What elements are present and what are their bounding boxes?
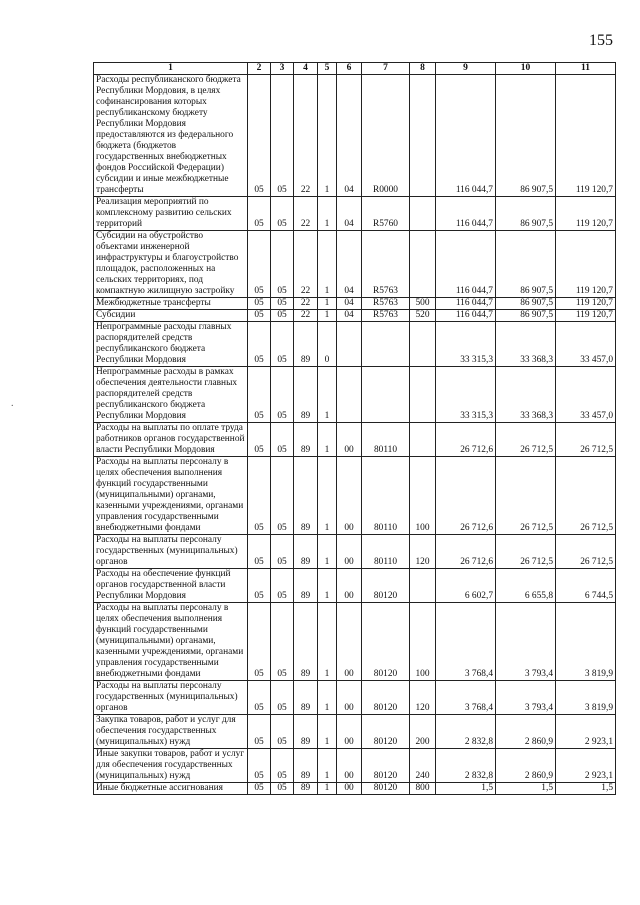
cell-column-11: 2 923,1 bbox=[556, 749, 616, 783]
cell-column-6: 00 bbox=[337, 423, 362, 457]
cell-column-2: 05 bbox=[248, 231, 271, 298]
cell-column-10: 86 907,5 bbox=[496, 197, 556, 231]
cell-column-6: 00 bbox=[337, 569, 362, 603]
row-name-cell: Расходы республиканского бюджета Республики Мордовия, в целях софинансирования которых республиканскому бюджету Республики Мордовия предоставляются из федерального бюджета (бюджетов государственных внебюджетных фондов Российской Федерации) субсидии и иные межбюджетные трансферты bbox=[94, 75, 248, 197]
cell-column-6: 04 bbox=[337, 75, 362, 197]
cell-column-3: 05 bbox=[271, 535, 294, 569]
cell-column-3: 05 bbox=[271, 298, 294, 310]
cell-column-5: 0 bbox=[318, 322, 337, 367]
table-row bbox=[94, 197, 616, 231]
cell-column-10: 6 655,8 bbox=[496, 569, 556, 603]
cell-column-2: 05 bbox=[248, 322, 271, 367]
cell-column-4: 89 bbox=[294, 535, 318, 569]
cell-column-11: 33 457,0 bbox=[556, 367, 616, 423]
cell-column-11: 6 744,5 bbox=[556, 569, 616, 603]
cell-column-6: 00 bbox=[337, 783, 362, 795]
margin-mark: . bbox=[11, 398, 14, 409]
cell-column-10: 86 907,5 bbox=[496, 231, 556, 298]
column-header: 3 bbox=[271, 63, 294, 75]
cell-column-6: 00 bbox=[337, 457, 362, 535]
table-row bbox=[94, 75, 616, 197]
table-row bbox=[94, 322, 616, 367]
cell-column-3: 05 bbox=[271, 197, 294, 231]
cell-column-11: 3 819,9 bbox=[556, 603, 616, 681]
cell-column-10: 33 368,3 bbox=[496, 322, 556, 367]
cell-column-10: 2 860,9 bbox=[496, 715, 556, 749]
cell-column-10: 3 793,4 bbox=[496, 681, 556, 715]
column-header: 9 bbox=[436, 63, 496, 75]
cell-column-4: 89 bbox=[294, 603, 318, 681]
cell-column-11: 119 120,7 bbox=[556, 298, 616, 310]
cell-column-8: 100 bbox=[410, 457, 436, 535]
row-name-cell: Иные бюджетные ассигнования bbox=[94, 783, 248, 795]
row-name-cell: Закупка товаров, работ и услуг для обеспечения государственных (муниципальных) нужд bbox=[94, 715, 248, 749]
cell-column-6: 04 bbox=[337, 231, 362, 298]
cell-column-4: 89 bbox=[294, 569, 318, 603]
cell-column-9: 33 315,3 bbox=[436, 322, 496, 367]
cell-column-8: 520 bbox=[410, 310, 436, 322]
cell-column-5: 1 bbox=[318, 457, 337, 535]
cell-column-5: 1 bbox=[318, 569, 337, 603]
cell-column-7 bbox=[362, 367, 410, 423]
cell-column-3: 05 bbox=[271, 231, 294, 298]
cell-column-3: 05 bbox=[271, 603, 294, 681]
row-name-cell: Расходы на выплаты персоналу государственных (муниципальных) органов bbox=[94, 535, 248, 569]
row-name-cell: Расходы на выплаты персоналу в целях обеспечения выполнения функций государственными (муниципальными) органами, казенными учреждениями, органами управления государственными внебюджетными фондами bbox=[94, 603, 248, 681]
cell-column-8: 100 bbox=[410, 603, 436, 681]
cell-column-11: 26 712,5 bbox=[556, 457, 616, 535]
cell-column-10: 1,5 bbox=[496, 783, 556, 795]
cell-column-6: 04 bbox=[337, 298, 362, 310]
cell-column-2: 05 bbox=[248, 603, 271, 681]
cell-column-2: 05 bbox=[248, 535, 271, 569]
row-name-cell: Межбюджетные трансферты bbox=[94, 298, 248, 310]
row-name-cell: Субсидии bbox=[94, 310, 248, 322]
table-row bbox=[94, 231, 616, 298]
cell-column-5: 1 bbox=[318, 715, 337, 749]
row-name-cell: Расходы на выплаты персоналу государственных (муниципальных) органов bbox=[94, 681, 248, 715]
column-header: 8 bbox=[410, 63, 436, 75]
cell-column-2: 05 bbox=[248, 783, 271, 795]
cell-column-11: 2 923,1 bbox=[556, 715, 616, 749]
cell-column-5: 1 bbox=[318, 681, 337, 715]
cell-column-5: 1 bbox=[318, 603, 337, 681]
cell-column-9: 2 832,8 bbox=[436, 715, 496, 749]
cell-column-5: 1 bbox=[318, 749, 337, 783]
cell-column-9: 33 315,3 bbox=[436, 367, 496, 423]
cell-column-7: 80120 bbox=[362, 749, 410, 783]
cell-column-8: 200 bbox=[410, 715, 436, 749]
row-name-cell: Непрограммные расходы в рамках обеспечения деятельности главных распорядителей средств республиканского бюджета Республики Мордовия bbox=[94, 367, 248, 423]
cell-column-9: 3 768,4 bbox=[436, 603, 496, 681]
cell-column-3: 05 bbox=[271, 75, 294, 197]
cell-column-4: 89 bbox=[294, 749, 318, 783]
cell-column-11: 26 712,5 bbox=[556, 423, 616, 457]
cell-column-9: 3 768,4 bbox=[436, 681, 496, 715]
cell-column-10: 2 860,9 bbox=[496, 749, 556, 783]
cell-column-10: 86 907,5 bbox=[496, 75, 556, 197]
table-row bbox=[94, 783, 616, 795]
row-name-cell: Реализация мероприятий по комплексному развитию сельских территорий bbox=[94, 197, 248, 231]
table-row bbox=[94, 681, 616, 715]
table-row bbox=[94, 535, 616, 569]
cell-column-6 bbox=[337, 322, 362, 367]
cell-column-4: 22 bbox=[294, 310, 318, 322]
cell-column-6: 00 bbox=[337, 749, 362, 783]
cell-column-4: 89 bbox=[294, 681, 318, 715]
cell-column-3: 05 bbox=[271, 749, 294, 783]
cell-column-9: 26 712,6 bbox=[436, 457, 496, 535]
table-header-row bbox=[94, 63, 616, 75]
cell-column-2: 05 bbox=[248, 715, 271, 749]
column-header: 7 bbox=[362, 63, 410, 75]
cell-column-11: 119 120,7 bbox=[556, 197, 616, 231]
cell-column-6: 00 bbox=[337, 603, 362, 681]
cell-column-7: R5763 bbox=[362, 298, 410, 310]
cell-column-10: 26 712,5 bbox=[496, 535, 556, 569]
cell-column-3: 05 bbox=[271, 783, 294, 795]
cell-column-5: 1 bbox=[318, 231, 337, 298]
table-row bbox=[94, 423, 616, 457]
cell-column-11: 119 120,7 bbox=[556, 231, 616, 298]
cell-column-5: 1 bbox=[318, 535, 337, 569]
cell-column-4: 89 bbox=[294, 457, 318, 535]
column-header: 4 bbox=[294, 63, 318, 75]
table-row bbox=[94, 298, 616, 310]
cell-column-5: 1 bbox=[318, 423, 337, 457]
row-name-cell: Субсидии на обустройство объектами инженерной инфраструктуры и благоустройство площадок, расположенных на сельских территориях, под компактную жилищную застройку bbox=[94, 231, 248, 298]
cell-column-4: 89 bbox=[294, 322, 318, 367]
cell-column-9: 116 044,7 bbox=[436, 197, 496, 231]
cell-column-7: 80120 bbox=[362, 603, 410, 681]
cell-column-8 bbox=[410, 197, 436, 231]
cell-column-4: 89 bbox=[294, 715, 318, 749]
cell-column-2: 05 bbox=[248, 749, 271, 783]
cell-column-9: 2 832,8 bbox=[436, 749, 496, 783]
cell-column-10: 33 368,3 bbox=[496, 367, 556, 423]
cell-column-9: 26 712,6 bbox=[436, 535, 496, 569]
cell-column-6: 04 bbox=[337, 310, 362, 322]
table-row bbox=[94, 715, 616, 749]
cell-column-9: 116 044,7 bbox=[436, 298, 496, 310]
column-header: 2 bbox=[248, 63, 271, 75]
cell-column-2: 05 bbox=[248, 310, 271, 322]
table-row bbox=[94, 457, 616, 535]
row-name-cell: Расходы на выплаты персоналу в целях обеспечения выполнения функций государственными (муниципальными) органами, казенными учреждениями, органами управления государственными внебюджетными фондами bbox=[94, 457, 248, 535]
table-row bbox=[94, 749, 616, 783]
column-header: 6 bbox=[337, 63, 362, 75]
cell-column-9: 116 044,7 bbox=[436, 231, 496, 298]
cell-column-5: 1 bbox=[318, 197, 337, 231]
cell-column-4: 89 bbox=[294, 367, 318, 423]
cell-column-7: 80120 bbox=[362, 681, 410, 715]
cell-column-3: 05 bbox=[271, 681, 294, 715]
cell-column-3: 05 bbox=[271, 322, 294, 367]
cell-column-9: 116 044,7 bbox=[436, 310, 496, 322]
cell-column-8 bbox=[410, 423, 436, 457]
cell-column-7: R5760 bbox=[362, 197, 410, 231]
cell-column-3: 05 bbox=[271, 457, 294, 535]
cell-column-8 bbox=[410, 322, 436, 367]
cell-column-11: 1,5 bbox=[556, 783, 616, 795]
cell-column-5: 1 bbox=[318, 310, 337, 322]
cell-column-6: 00 bbox=[337, 681, 362, 715]
cell-column-8 bbox=[410, 569, 436, 603]
cell-column-7: R5763 bbox=[362, 310, 410, 322]
cell-column-7: 80110 bbox=[362, 457, 410, 535]
cell-column-2: 05 bbox=[248, 298, 271, 310]
cell-column-4: 22 bbox=[294, 197, 318, 231]
cell-column-6: 00 bbox=[337, 715, 362, 749]
cell-column-4: 22 bbox=[294, 75, 318, 197]
cell-column-5: 1 bbox=[318, 367, 337, 423]
table-body bbox=[94, 75, 616, 795]
cell-column-9: 26 712,6 bbox=[436, 423, 496, 457]
cell-column-11: 119 120,7 bbox=[556, 310, 616, 322]
cell-column-8: 120 bbox=[410, 681, 436, 715]
cell-column-2: 05 bbox=[248, 569, 271, 603]
column-header: 10 bbox=[496, 63, 556, 75]
cell-column-8 bbox=[410, 75, 436, 197]
cell-column-9: 1,5 bbox=[436, 783, 496, 795]
cell-column-2: 05 bbox=[248, 681, 271, 715]
cell-column-4: 22 bbox=[294, 298, 318, 310]
cell-column-4: 89 bbox=[294, 423, 318, 457]
column-header: 11 bbox=[556, 63, 616, 75]
cell-column-8: 800 bbox=[410, 783, 436, 795]
cell-column-11: 119 120,7 bbox=[556, 75, 616, 197]
cell-column-3: 05 bbox=[271, 310, 294, 322]
cell-column-11: 3 819,9 bbox=[556, 681, 616, 715]
cell-column-6 bbox=[337, 367, 362, 423]
column-header: 1 bbox=[94, 63, 248, 75]
cell-column-7: 80110 bbox=[362, 423, 410, 457]
cell-column-5: 1 bbox=[318, 75, 337, 197]
cell-column-6: 04 bbox=[337, 197, 362, 231]
cell-column-7: 80120 bbox=[362, 715, 410, 749]
cell-column-9: 116 044,7 bbox=[436, 75, 496, 197]
cell-column-3: 05 bbox=[271, 569, 294, 603]
cell-column-8: 120 bbox=[410, 535, 436, 569]
cell-column-10: 3 793,4 bbox=[496, 603, 556, 681]
table-row bbox=[94, 310, 616, 322]
cell-column-4: 22 bbox=[294, 231, 318, 298]
row-name-cell: Расходы на обеспечение функций органов государственной власти Республики Мордовия bbox=[94, 569, 248, 603]
cell-column-7: 80120 bbox=[362, 783, 410, 795]
cell-column-8 bbox=[410, 367, 436, 423]
cell-column-8 bbox=[410, 231, 436, 298]
cell-column-2: 05 bbox=[248, 423, 271, 457]
cell-column-7: R5763 bbox=[362, 231, 410, 298]
cell-column-9: 6 602,7 bbox=[436, 569, 496, 603]
cell-column-3: 05 bbox=[271, 367, 294, 423]
cell-column-7: R0000 bbox=[362, 75, 410, 197]
cell-column-2: 05 bbox=[248, 457, 271, 535]
column-header: 5 bbox=[318, 63, 337, 75]
cell-column-7: 80110 bbox=[362, 535, 410, 569]
table-row bbox=[94, 367, 616, 423]
cell-column-7: 80120 bbox=[362, 569, 410, 603]
cell-column-8: 500 bbox=[410, 298, 436, 310]
cell-column-3: 05 bbox=[271, 423, 294, 457]
row-name-cell: Непрограммные расходы главных распорядителей средств республиканского бюджета Республики Мордовия bbox=[94, 322, 248, 367]
row-name-cell: Расходы на выплаты по оплате труда работников органов государственной власти Республики Мордовия bbox=[94, 423, 248, 457]
page-number: 155 bbox=[589, 32, 613, 49]
cell-column-3: 05 bbox=[271, 715, 294, 749]
row-name-cell: Иные закупки товаров, работ и услуг для обеспечения государственных (муниципальных) нужд bbox=[94, 749, 248, 783]
cell-column-11: 26 712,5 bbox=[556, 535, 616, 569]
cell-column-7 bbox=[362, 322, 410, 367]
cell-column-2: 05 bbox=[248, 75, 271, 197]
cell-column-10: 86 907,5 bbox=[496, 298, 556, 310]
table-row bbox=[94, 603, 616, 681]
cell-column-2: 05 bbox=[248, 367, 271, 423]
cell-column-10: 26 712,5 bbox=[496, 457, 556, 535]
cell-column-8: 240 bbox=[410, 749, 436, 783]
cell-column-4: 89 bbox=[294, 783, 318, 795]
cell-column-6: 00 bbox=[337, 535, 362, 569]
cell-column-5: 1 bbox=[318, 783, 337, 795]
budget-table bbox=[93, 62, 616, 795]
cell-column-5: 1 bbox=[318, 298, 337, 310]
table-row bbox=[94, 569, 616, 603]
cell-column-11: 33 457,0 bbox=[556, 322, 616, 367]
cell-column-2: 05 bbox=[248, 197, 271, 231]
cell-column-10: 86 907,5 bbox=[496, 310, 556, 322]
cell-column-10: 26 712,5 bbox=[496, 423, 556, 457]
